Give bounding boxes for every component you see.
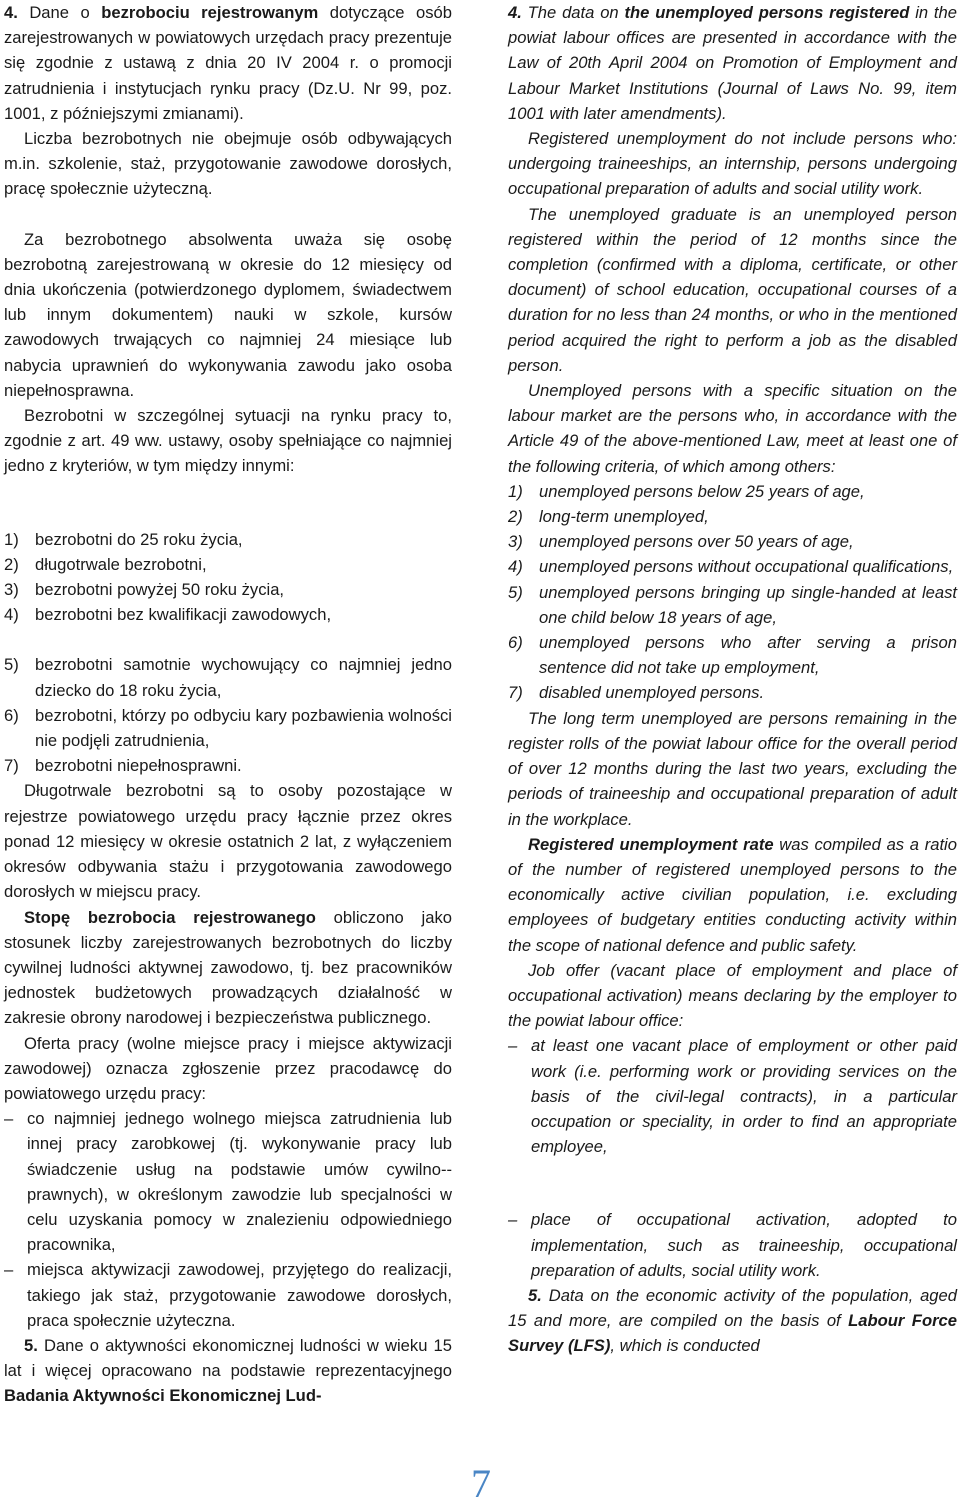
paragraph-long-term-pl: Długotrwale bezrobotni są to osoby pozostające w rejestrze powiatowego urzędu pracy łącznie przez okres ponad 12 miesięcy w okresie ostatnich 2 lat, z wyłączeniem okresów odbywania stażu i przygotowania zawodowego dorosłych w miejscu pracy.	[4, 781, 452, 902]
paragraph-job-offer-en: Job offer (vacant place of employment and place of occupational activation) means declaring by the employer to the powiat labour office:	[508, 960, 957, 1031]
list-item: – miejsca aktywizacji zawodowej, przyjętego do realizacji, takiego jak staż, przygotowanie zawodowe dorosłych, praca społecznie użyteczna.	[4, 1260, 452, 1330]
section-5-en: 5. Data on the economic activity of the population, aged 15 and more, are compiled on the basis of Labour Force Survey (LFS), which is conducted	[508, 1285, 957, 1356]
list-item: 3) bezrobotni powyżej 50 roku życia,	[4, 580, 285, 600]
paragraph-long-term-en: The long term unemployed are persons remaining in the register rolls of the powiat labour office for the overall period of over 12 months during the last two years, excluding the periods of traineeship and occupational preparation of adult in the workplace.	[508, 708, 957, 829]
list-item: – at least one vacant place of employment or other paid work (i.e. performing work or providing services on the basis of the civil-legal contracts), in a particular occupation or speciality, in order to find an appropriate employee,	[508, 1036, 957, 1157]
list-item: 2) long-term unemployed,	[508, 507, 709, 527]
criteria-list-en	[508, 479, 957, 706]
paragraph-graduate-en: The unemployed graduate is an unemployed person registered within the period of 12 months since the completion (confirmed with a diploma, certificate, or other document) of school education, occupational courses of a duration for no less than 24 months, or who in the mentioned period acquired the right to perform a job as the disabled person.	[508, 204, 957, 375]
list-item: 7) bezrobotni niepełnosprawni.	[4, 756, 242, 776]
section-number: 5.	[528, 1285, 542, 1305]
paragraph-graduate-pl: Za bezrobotnego absolwenta uważa się osobę bezrobotną zarejestrowaną w okresie do 12 miesięcy od dnia ukończenia (potwierdzonego dyplomem, świadectwem lub innym dokumentem) nauki w szkole, kursów zawodowych trwających co najmniej 24 miesiące lub nabycia uprawnień do wykonywania zawodu jako osoba niepełnosprawna.	[4, 229, 452, 400]
paragraph-rate-en: Registered unemployment rate was compiled as a ratio of the number of registered unemployed persons to the economically active civilian population, i.e. excluding employees of budgetary entities conducting activity within the scope of national defence and public safety.	[508, 834, 957, 955]
page-number: 7	[471, 1461, 491, 1506]
paragraph-exclusions-pl: Liczba bezrobotnych nie obejmuje osób odbywających m.in. szkolenie, staż, przygotowanie zawodowe dorosłych, pracę społecznie użyteczną.	[4, 129, 452, 199]
list-item: 6) unemployed persons who after serving a prison sentence did not take up employment,	[508, 633, 957, 678]
list-item: 6) bezrobotni, którzy po odbyciu kary pozbawienia wolności nie podjęli zatrudnienia,	[4, 705, 452, 751]
section-number: 5.	[24, 1335, 38, 1355]
section-4-en: 4. The data on the unemployed persons registered in the powiat labour offices are presented in accordance with the Law of 20th April 2004 on Promotion of Employment and Labour Market Institutions (Journal of Laws No. 99, item 1001 with later amendments).	[508, 3, 957, 123]
list-item: 5) bezrobotni samotnie wychowujący co najmniej jedno dziecko do 18 roku życia,	[4, 655, 452, 700]
list-item: – co najmniej jednego wolnego miejsca zatrudnienia lub innej pracy zarobkowej (tj. wykonywanie pracy lub świadczenie usług na podstawie umów cywilno--prawnych), w określonym zawodzie lub specjalności w celu uzyskania pomocy w znalezieniu odpowiedniego pracownika,	[4, 1109, 452, 1255]
list-item: – place of occupational activation, adopted to implementation, such as traineeship, occupational preparation of adults, social utility work.	[508, 1210, 957, 1280]
section-number: 4.	[508, 3, 522, 22]
list-item: 3) unemployed persons over 50 years of age,	[508, 532, 854, 552]
list-item: 5) unemployed persons bringing up single-handed at least one child below 18 years of age,	[508, 582, 957, 627]
criteria-list-pl	[4, 527, 452, 779]
polish-column	[4, 0, 452, 1409]
section-number: 4.	[4, 3, 18, 22]
list-item: 1) unemployed persons below 25 years of age,	[508, 481, 865, 501]
section-5-pl: 5. Dane o aktywności ekonomicznej ludności w wieku 15 lat i więcej opracowano na podstawie reprezentacyjnego Badania Aktywności Ekonomicznej Lud-	[4, 1335, 452, 1406]
list-item: 1) bezrobotni do 25 roku życia,	[4, 529, 243, 549]
english-column	[508, 0, 957, 1359]
paragraph-specific-situation-pl: Bezrobotni w szczególnej sytuacji na rynku pracy to, zgodnie z art. 49 ww. ustawy, osoby spełniające co najmniej jedno z kryteriów, w tym między innymi:	[4, 406, 452, 476]
paragraph-rate-pl: Stopę bezrobocia rejestrowanego obliczono jako stosunek liczby zarejestrowanych bezrobotnych do liczby cywilnej ludności aktywnej zawodowo, tj. bez pracowników jednostek budżetowych prowadzących działalność w zakresie obrony narodowej i bezpieczeństwa publicznego.	[4, 907, 452, 1028]
paragraph-specific-situation-en: Unemployed persons with a specific situation on the labour market are the persons who, in accordance with the Article 49 of the above-mentioned Law, meet at least one of the following criteria, of which among others:	[508, 381, 957, 476]
paragraph-exclusions-en: Registered unemployment do not include persons who: undergoing traineeships, an internship, persons undergoing occupational preparation of adults and social utility work.	[508, 129, 957, 199]
list-item: 2) długotrwale bezrobotni,	[4, 554, 207, 574]
list-item: 4) unemployed persons without occupational qualifications,	[508, 557, 954, 577]
paragraph-job-offer-pl: Oferta pracy (wolne miejsce pracy i miejsce aktywizacji zawodowej) oznacza zgłoszenie przez pracodawcę do powiatowego urzędu pracy:	[4, 1033, 452, 1103]
list-item: 7) disabled unemployed persons.	[508, 683, 765, 703]
list-item: 4) bezrobotni bez kwalifikacji zawodowych,	[4, 605, 332, 625]
section-4-pl: 4. Dane o bezrobociu rejestrowanym dotyczące osób zarejestrowanych w powiatowych urzędach pracy prezentuje się zgodnie z ustawą z dnia 20 IV 2004 r. o promocji zatrudnienia i instytucjach rynku pracy (Dz.U. Nr 99, poz. 1001, z późniejszymi zmianami).	[4, 3, 452, 123]
